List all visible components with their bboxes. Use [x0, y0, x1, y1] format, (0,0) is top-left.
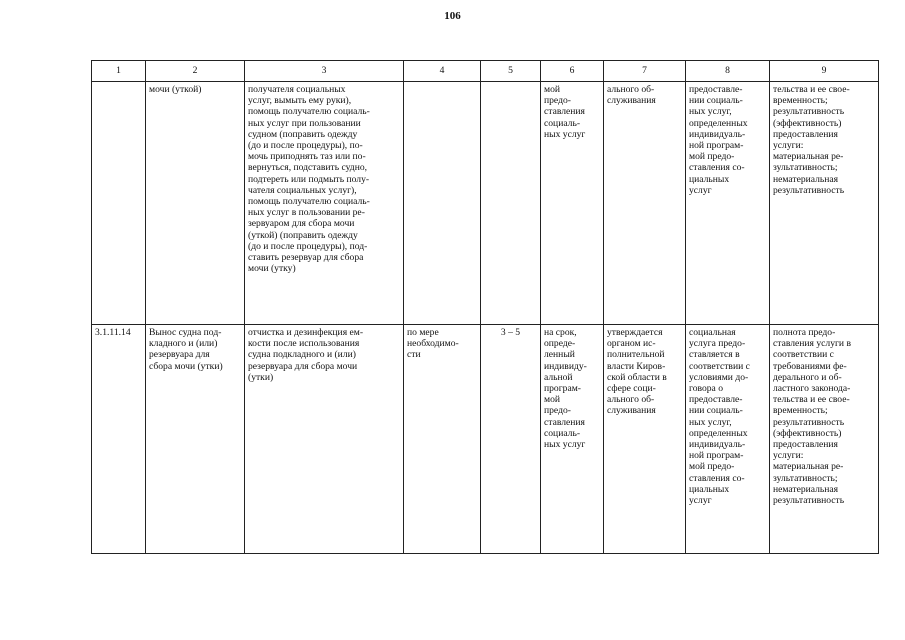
cell-term: на срок, опреде- ленный индивиду- альной програм- мой предо- ставления социаль- ных услуг: [541, 325, 604, 554]
header-cell-4: 4: [404, 61, 481, 82]
services-table: [91, 60, 879, 554]
header-cell-5: 5: [481, 61, 541, 82]
cell-conditions: социальная услуга предо- ставляется в соответствии с условиями до- говора о предоставле- нии социаль- ных услуг, определенных индивидуаль- ной програм- мой предо- ставления со- циальных услуг: [686, 325, 770, 554]
cell-term: мой предо- ставления социаль- ных услуг: [541, 82, 604, 325]
table-row: [92, 82, 879, 325]
cell-description: отчистка и дезинфекция ем- кости после использования судна подкладного и (или) резервуара для сбора мочи (утки): [245, 325, 404, 554]
cell-service-name: мочи (уткой): [146, 82, 245, 325]
cell-frequency: [404, 82, 481, 325]
header-cell-3: 3: [245, 61, 404, 82]
header-cell-7: 7: [604, 61, 686, 82]
cell-tariff: ального об- служивания: [604, 82, 686, 325]
cell-frequency: по мере необходимо- сти: [404, 325, 481, 554]
cell-conditions: предоставле- нии социаль- ных услуг, определенных индивидуаль- ной програм- мой предо- ставления со- циальных услуг: [686, 82, 770, 325]
table-row: [92, 325, 879, 554]
header-cell-2: 2: [146, 61, 245, 82]
cell-description: получателя социальных услуг, вымыть ему руки), помощь получателю социаль- ных услуг при пользовании судном (поправить одежду (до и после процедуры), по- мочь приподнять таз или по- вернуться, подставить судно, подтереть или подмыть полу- чателя социальных услуг), помощь получателю социаль- ных услуг в пользовании ре- зервуаром для сбора мочи (уткой) (поправить одежду (до и после процедуры), под- ставить резервуар для сбора мочи (утку): [245, 82, 404, 325]
cell-duration: [481, 82, 541, 325]
page-number: 106: [444, 10, 461, 22]
cell-quality: тельства и ее свое- временность; результативность (эффективность) предоставления услуги: материальная ре- зультативность; нематериальная результативность: [770, 82, 879, 325]
cell-quality: полнота предо- ставления услуги в соответствии с требованиями фе- дерального и об- ластного законода- тельства и ее свое- временность; результативность (эффективность) предоставления услуги: материальная ре- зультативность; нематериальная результативность: [770, 325, 879, 554]
cell-service-name: Вынос судна под- кладного и (или) резервуара для сбора мочи (утки): [146, 325, 245, 554]
header-cell-6: 6: [541, 61, 604, 82]
header-cell-8: 8: [686, 61, 770, 82]
cell-duration: 3 – 5: [481, 325, 541, 554]
cell-code: [92, 82, 146, 325]
cell-tariff: утверждается органом ис- полнительной власти Киров- ской области в сфере соци- ального об- служивания: [604, 325, 686, 554]
header-cell-1: 1: [92, 61, 146, 82]
header-cell-9: 9: [770, 61, 879, 82]
cell-code: 3.1.11.14: [92, 325, 146, 554]
header-row: [92, 61, 879, 82]
